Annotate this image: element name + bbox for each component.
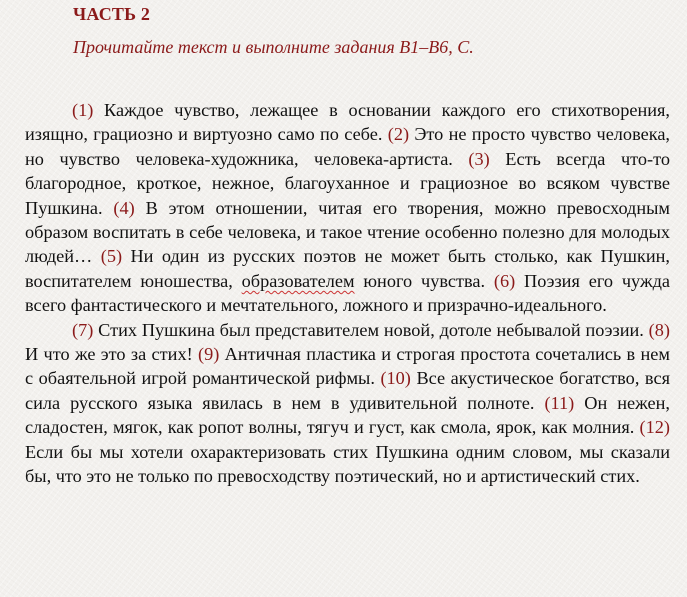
sentence-number: (11) <box>544 392 575 413</box>
sentence-number: (8) <box>648 319 670 340</box>
sentence-text: Ни один из русских поэтов не может быть столько, как Пушкин, воспитателем юношества, <box>25 246 670 291</box>
spellcheck-flagged-word: образователем <box>241 270 355 291</box>
sentence-text: Поэзия его чужда всего фантастического и мечтательного, ложного и призрачно-идеального. <box>25 270 670 316</box>
sentence-text: Он нежен, сладостен, мягок, как ропот волны, тягуч и густ, как смола, ярок, как молния. <box>25 392 670 438</box>
sentence-number: (7) <box>72 319 94 340</box>
sentence-text: Античная пластика и строгая простота сочетались в нем с обаятельной игрой романтической рифмы. <box>25 344 670 389</box>
sentence-number: (4) <box>113 197 135 218</box>
paragraph-2 <box>25 318 670 489</box>
reading-text <box>25 98 670 489</box>
sentence-number: (6) <box>493 270 516 291</box>
sentence-text: Это не просто чувство человека, но чувство человека-художника, человека-артиста. <box>25 124 671 169</box>
sentence-number: (9) <box>198 344 220 365</box>
task-instruction: Прочитайте текст и выполните задания В1–В6, С. <box>73 37 474 57</box>
sentence-text: В этом отношении, читая его творения, можно превосходным образом воспитать в себе человека, и такое чтение особенно полезно для молодых людей… <box>25 197 670 267</box>
sentence-text: И что же это за стих! <box>25 344 199 365</box>
sentence-number: (5) <box>100 246 123 267</box>
sentence-text: юного чувства. <box>354 270 494 291</box>
sentence-number: (3) <box>468 148 490 169</box>
sentence-text: Есть всегда что-то благородное, кроткое, нежное, благоуханное и грациозное во всяком чувстве Пушкина. <box>25 148 670 218</box>
part-title: ЧАСТЬ 2 <box>73 4 151 24</box>
sentence-text: Стих Пушкина был представителем новой, дотоле небывалой поэзии. <box>93 319 649 340</box>
paragraph-1 <box>25 98 670 318</box>
sentence-number: (12) <box>639 417 670 438</box>
sentence-number: (2) <box>387 124 410 145</box>
sentence-text: Каждое чувство, лежащее в основании каждого его стихотворения, изящно, грациозно и виртуозно само по себе. <box>25 100 670 145</box>
sentence-number: (10) <box>380 368 411 389</box>
sentence-text: Все акустическое богатство, вся сила русского языка явилась в нем в удивительной полноте. <box>25 368 670 413</box>
sentence-number: (1) <box>72 100 94 120</box>
sentence-text: Если бы мы хотели охарактеризовать стих Пушкина одним словом, мы сказали бы, что это не только по превосходству поэтический, но и артистический стих. <box>25 441 670 487</box>
